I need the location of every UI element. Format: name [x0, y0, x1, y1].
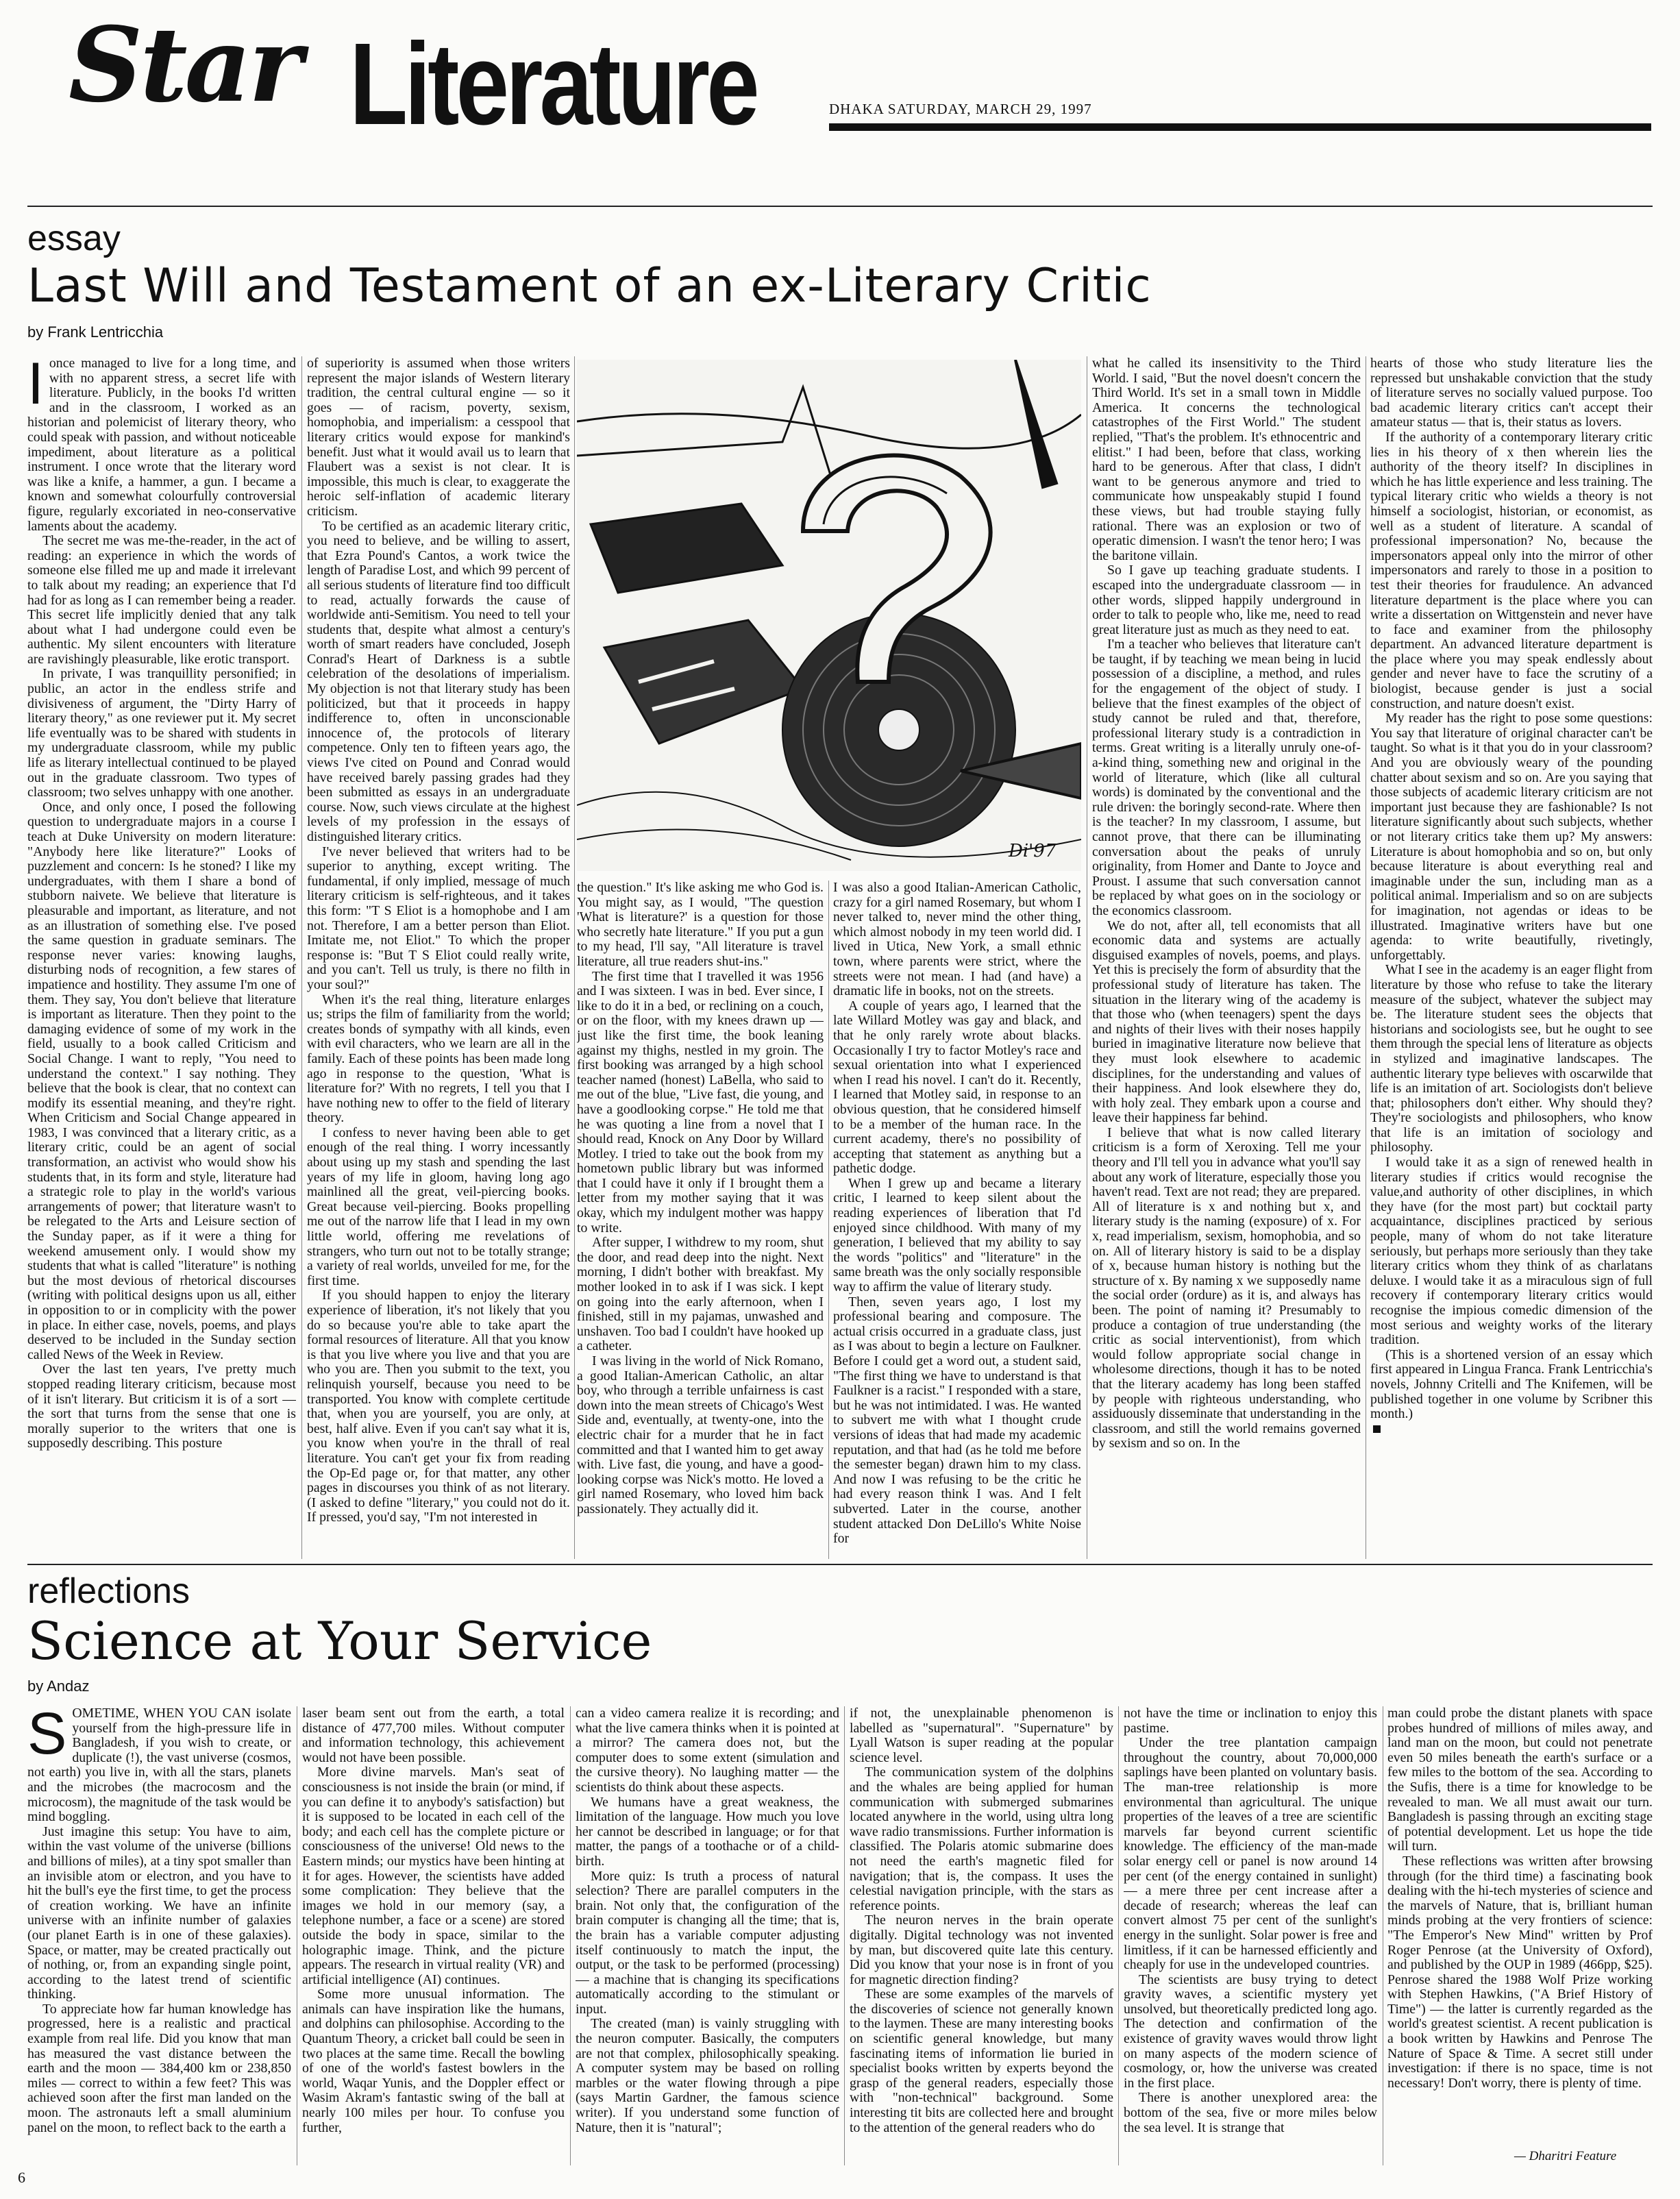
paragraph: To be certified as an academic literary critic, you need to believe, and be willing to assert, that Ezra Pound's Cantos, a work twice the length of Paradise Lost, and which 99 percent of all serious students of literature find too difficult to read, actually forwards the cause of worldwide anti-Semitism. You need to tell your students that, despite what almost a century's worth of smart readers have concluded, Joseph Conrad's Heart of Darkness is a subtle celebration of the desolations of imperialism. My objection is not that literary study has been politicized, but that it proceeds in happy indifference to, often in unconscionable innocence of, the protocols of literary competence. Only ten to fifteen years ago, the views I've cited on Pound and Conrad would have received barely passing grades had they been submitted as essays in an undergraduate course. Now, such views circulate at the highest levels of my profession in the essays of distinguished literary critics.: [307, 518, 570, 844]
essay-col-6-body: [1370, 356, 1653, 1422]
column-rule: [570, 1706, 571, 2165]
reflections-column-1: [27, 1706, 291, 2165]
paragraph: hearts of those who study literature lies the repressed but unshakable conviction that the study of literature serves no socially valued purpose. Too bad academic literary critics can't accept their amateur status — that is, their status as lovers.: [1370, 356, 1653, 430]
paragraph: Then, seven years ago, I lost my professional bearing and composure. The actual crisis occurred in a graduate class, just as I was about to begin a lecture on Faulkner. Before I could get a word out, a student said, "The first thing we have to understand is that Faulkner is a racist." I responded with a stare, but he was not intimidated. I was. He wanted to subvert me with what I thought crude versions of ideas that had made my academic reputation, and that had (as he told me before the semester began) drawn him to my class. And now I was refusing to be the critic he had every reason think I was. And I felt subverted. Later in the course, another student attacked Don DeLillo's White Noise for: [833, 1294, 1081, 1547]
paragraph: The first time that I travelled it was 1956 and I was sixteen. I was in bed. Ever since, I like to do it in a bed, or reclining on a couch, or on the floor, with my knees drawn up — just like the first time, the book leaning against my thighs, nestled in my groin. The first booking was arranged by a high school teacher named (honest) LaBella, who said to me out of the blue, "Live fast, die young, and have a goodlooking corpse." He told me that he was quoting a line from a novel that I should read, Knock on Any Door by Willard Motley. I tried to take out the book from my hometown public library but was informed that I could have it only if I brought them a letter from my mother saying that it was okay, which my indulgent mother was happy to write.: [577, 968, 824, 1236]
paragraph: The scientists are busy trying to detect gravity waves, a scientific mystery yet unsolved, but theoretically predicted long ago. The detection and confirmation of the existence of gravity waves would throw light on many aspects of the modern science of cosmology, or, how the universe was created in the first place.: [1124, 1971, 1377, 2091]
paragraph: What I see in the academy is an eager flight from literature by those who refuse to take the literary measure of the subject, whatever the subject may be. The literature student sees the objects that historians and sociologists see, but he ought to see them through the special lens of literature as objects in stylized and imaginative landscapes. The authentic literary type believes with oscarwilde that life is an imitation of art. Sociologists don't believe that; philosophers don't either. Why should they? They're sociologists and philosophers, who know that life is an imitation of sociology and philosophy.: [1370, 962, 1653, 1155]
paragraph: not have the time or inclination to enjoy this pastime.: [1124, 1706, 1377, 1736]
essay-column-3: [577, 881, 824, 1559]
paragraph: If you should happen to enjoy the literary experience of liberation, it's not likely that you do so because you're able to take apart the formal resources of literature. All that you know is that you live where you live and that you are who you are. Then you submit to the text, you relinquish yourself, because you need to be transported. You know with complete certitude that, when you are yourself, you are only, at best, half alive. Even if you can't say what it is, you know when you're in the thrall of real literature. You can't get your fix from reading the Op-Ed page or, for that matter, any other pages in discourses you think of as not literary. (I asked to define "literary," you could not do it. If pressed, you'd say, "I'm not interested in: [307, 1288, 570, 1525]
paragraph: Just imagine this setup: You have to aim, within the vast volume of the universe (billions and billions of miles), at a tiny spot smaller than an invisible atom or electron, and you have to hit the bull's eye the first time, to get the process of creation working. We have an infinite universe with an infinite number of galaxies (our planet Earth is in one of these galaxies). Space, or matter, may be created practically out of nothing, or, from an expanding single point, according to the latest trend of scientific thinking.: [27, 1823, 291, 2002]
column-rule: [301, 356, 302, 1559]
paragraph: So I gave up teaching graduate students. I escaped into the undergraduate classroom — in other words, slipped happily underground in order to talk to people who, like me, need to read great literature just as much as they need to eat.: [1092, 563, 1361, 637]
reflections-byline: by Andaz: [27, 1678, 90, 1695]
reflections-column-5: [1124, 1706, 1377, 2165]
essay-column-4: [833, 881, 1081, 1559]
paragraph: I believe that what is now called literary criticism is a form of Xeroxing. Tell me your theory and I'll tell you in advance what you'll say about any work of literature, especially those you haven't read. Text are not read; they are prepared. All of literature is x and nothing but x, and literary study is the naming (exposure) of x. For x, read imperialism, sexism, homophobia, and so on. All of literary history is said to be a display of x, because human history is nothing but the structure of x. By naming x we supposedly name the social order (ordure) as it is, and always has been. The point of naming it? Presumably to produce a contagion of true understanding (the critic as social interventionist), from which would follow appropriate social change in wholesome directions, though it has to be noted that the literary academy has long been staffed by people with righteous understanding, who assiduously disseminate that understanding in the classroom, and still the world remains governed by sexism and so on. In the: [1092, 1125, 1361, 1451]
paragraph: More quiz: Is truth a process of natural selection? There are parallel computers in the brain. Not only that, the configuration of the brain computer is changing all the time; that is, the brain has a variable computer adjusting itself continuously to match the input, the output, or the task to be performed (processing) — a machine that is changing its specifications automatically according to the stimulant or input.: [576, 1868, 839, 2017]
paragraph: if not, the unexplainable phenomenon is labelled as "supernatural". "Supernature" by Lyall Watson is super reading at the popular science level.: [850, 1706, 1113, 1765]
reflections-kicker: reflections: [27, 1571, 190, 1611]
end-mark: [1373, 1425, 1381, 1433]
paragraph: I was also a good Italian-American Catholic, crazy for a girl named Rosemary, but whom I never talked to, never mind the other thing, which almost nobody in my teen world did. I lived in Utica, New York, a small ethnic town, where parents were strict, where the streets were not mean. I had (and have) a dramatic life in books, not on the streets.: [833, 881, 1081, 999]
column-rule: [828, 881, 829, 1559]
page-number: 6: [18, 2169, 25, 2186]
reflections-column-2: [302, 1706, 565, 2165]
essay-col-1-body: [27, 356, 296, 1451]
paragraph: the question." It's like asking me who God is. You might say, as I would, "The question 'What is literature?' is a question for those who secretly hate literature." If you put a gun to my head, I'll say, "All literature is travel literature, all true readers shut-ins.": [577, 881, 824, 969]
paragraph: We do not, after all, tell economists that all economic data and systems are actually disguised examples of novels, poems, and plays. Yet this is precisely the form of absurdity that the professional study of literature has taken. The situation in the literary wing of the academy is that those who (when teenagers) spent the days and nights of their lives with their noses happily buried in imaginative literature now believe that they must look elsewhere to academic disciplines, for the understanding and values of their happiness. And look elsewhere they do, with holy zeal. They embark upon a course and leave their happiness far behind.: [1092, 918, 1361, 1126]
section-title: Literature: [349, 19, 756, 149]
question-mark-illustration: [577, 360, 1081, 871]
paragraph: After supper, I withdrew to my room, shut the door, and read deep into the night. Next morning, I didn't bother with breakfast. My mother looked in to ask if I was sick. I kept on going into the early afternoon, when I finished, still in my pajamas, unwashed and unshaven. Too bad I couldn't have hooked up a catheter.: [577, 1235, 824, 1354]
masthead-rule: [829, 123, 1651, 131]
paragraph: I've never believed that writers had to be superior to anything, except writing. The fundamental, if only implied, message of much literary criticism is self-righteous, and it takes this form: "T S Eliot is a homophobe and I am not. Therefore, I am a better person than Eliot. Imitate me, not Eliot." To which the proper response is: "But T S Eliot could really write, and you can't. Tell us truly, is there no filth in your soul?": [307, 844, 570, 992]
feature-signature: — Dharitri Feature: [1514, 2149, 1617, 2163]
paragraph: I would take it as a sign of renewed health in literary studies if critics would recognise the value,and authority of other disciplines, in which they have (for the most part) but cocktail party acquaintance, disciplines practiced by serious people, many of whom do not take literature seriously, but perhaps more seriously than they take literary critics whom they think of as charlatans deluxe. I would take it as a miraculous sign of full recovery if contemporary literary critics would recognise the impious comedic dimension of the most serious and weighty works of the literary tradition.: [1370, 1155, 1653, 1348]
paragraph: The neuron nerves in the brain operate digitally. Digital technology was not invented by man, but discovered quite late this century. Did you know that your nose is in front of you for magnetic direction finding?: [850, 1913, 1113, 1987]
paragraph: We humans have a great weakness, the limitation of the language. How much you love her cannot be described in language; or for that matter, the pangs of a toothache or of a child-birth.: [576, 1794, 839, 1869]
paragraph: In private, I was tranquillity personified; in public, an actor in the endless strife and divisiveness of argument, the "Dirty Harry of literary theory," as one reviewer put it. My secret life eventually was to be shared with students in my undergraduate classroom, while my public life as literary intellectual continued to be played out in the graduate classroom. Two types of classroom; two selves unhappy with one another.: [27, 666, 296, 800]
paragraph: what he called its insensitivity to the Third World. I said, "But the novel doesn't concern the Third World. It's set in a small town in Middle America. It concerns the technological catastrophes of the First World." The student replied, "That's the problem. It's ethnocentric and elitist." I had been, before that class, working hard to be generous. After that class, I didn't want to be generous anymore and tried to communicate how unspeakably stupid I found these views, but had trouble staying fully rational. There was an explosion or two of operatic dimension. I wasn't the tenor hero; I was the baritone villain.: [1092, 356, 1361, 563]
reflections-column-6: [1387, 1706, 1653, 2145]
paragraph: Under the tree plantation campaign throughout the country, about 70,000,000 saplings have been planted on voluntary basis. The man-tree relationship is more environmental than agricultural. The unique properties of the leaves of a tree are scientific marvels far beyond current scientific knowledge. The efficiency of the man-made solar energy cell or panel is now around 14 per cent (of the energy contained in sunlight) — a mere three per cent increase after a decade of research; whereas the leaf can convert almost 75 per cent of the sunlight's energy in the sunlight. Solar power is free and limitless, if it can be harnessed efficiently and cheaply for use in the undeveloped countries.: [1124, 1735, 1377, 1973]
record-disc: [782, 613, 1015, 846]
paragraph: I was living in the world of Nick Romano, a good Italian-American Catholic, an altar boy, who through a terrible unfairness is cast down into the mean streets of Chicago's West Side and, eventually, at twenty-one, into the electric chair for a murder that he in fact committed and that I wanted him to get away with. Live fast, die young, and have a good-looking corpse was Nick's motto. He loved a girl named Rosemary, who loved him back passionately. They actually did it.: [577, 1353, 824, 1516]
paragraph: When I grew up and became a literary critic, I learned to keep silent about the reading experiences of liberation that I'd enjoyed since childhood. With many of my generation, I believed that my ability to say the words "politics" and "literature" in the same breath was the only socially responsible way to affirm the value of literary study.: [833, 1175, 1081, 1295]
paragraph: These reflections was written after browsing through (for the third time) a fascinating book dealing with the hi-tech mysteries of science and the marvels of Nature, that is, brilliant human minds probing at the very frontiers of science: "The Emperor's New Mind" written by Prof Roger Penrose (at the University of Oxford), and published by the OUP in 1989 (466pp, $25). Penrose shared the 1988 Wolf Prize working with Stephen Hawkins, ("A Brief History of Time") — the latter is currently regarded as the world's greatest scientist. A recent publication is a book written by Hawkins and Penrose The Nature of Space & Time. A secret still under investigation: if there is no space, time is not necessary! Don't worry, there is plenty of time.: [1387, 1853, 1653, 2091]
paragraph: If the authority of a contemporary literary critic lies in his theory of x then wherein lies the authority of the theory itself? In disciplines in which he has little experience and less training. The typical literary critic who wields a theory is not himself a sociologist, historian, or economist, as well as a student of literature. A scandal of professional impersonation? No, because the impersonators appeal only into the mirror of other impersonators and rarely to those in a position to test their theories for fraudulence. An advanced literature department is the place where you can write a dissertation on Wittgenstein and never have to face and examiner from the philosophy department. An advanced literature department is the place where you may speak endlessly about gender and never have to face the scrutiny of a biologist, because gender is just a social construction, and nature doesn't exist.: [1370, 429, 1653, 711]
paragraph: The created (man) is vainly struggling with the neuron computer. Basically, the computers are not that complex, philosophically speaking. A computer system may be based on rolling marbles or the water flowing through a pipe (says Martin Gardner, the famous science writer). If you understand some function of Nature, then it is "natural";: [576, 2016, 839, 2135]
paragraph: These are some examples of the marvels of the discoveries of science not generally known to the laymen. These are many interesting books on scientific general knowledge, but many fascinating items of information lie buried in specialist books written by experts beyond the grasp of the general readers, especially those with "non-technical" background. Some interesting tit bits are collected here and brought to the attention of the general readers who do: [850, 1987, 1113, 2135]
column-rule: [574, 356, 575, 1559]
paragraph: once managed to live for a long time, and with no apparent stress, a secret life with literature. Publicly, in the books I'd written and in the classroom, I worked as an historian and polemicist of literary theory, who could speak with passion, and without noticeable impediment, about literature as a political instrument. I once wrote that the literary word was like a knife, a hammer, a gun. I became a known and somewhat colourfully controversial figure, regularly excoriated in neo-conservative laments about the academy.: [27, 356, 296, 534]
essay-column-1: [27, 356, 296, 1559]
paragraph: The secret me was me-the-reader, in the act of reading: an experience in which the words of someone else filled me up and made it irrelevant to talk about my reading; an experience that I'd had for as long as I can remember being a reader. This secret life implicitly denied that any talk about what I had undergone could even be authentic. My silent encounters with literature are ravishingly pleasurable, like erotic transport.: [27, 533, 296, 667]
paragraph: can a video camera realize it is recording; and what the live camera thinks when it is pointed at a mirror? The camera does not, but the computer does to some extent (simulation and the cursive theory). No laughing matter — the scientists do think about these aspects.: [576, 1706, 839, 1795]
paragraph: laser beam sent out from the earth, a total distance of 477,700 miles. Without computer and information technology, this achievement would not have been possible.: [302, 1706, 565, 1765]
paragraph: (This is a shortened version of an essay which first appeared in Lingua Franca. Frank Lentricchia's novels, Johnny Critelli and The Knifemen, will be published together in one volume by Scribner this month.): [1370, 1347, 1653, 1422]
paragraph: To appreciate how far human knowledge has progressed, here is a realistic and practical example from real life. Did you know that man has measured the vast distance between the earth and the moon — 384,400 km or 238,850 miles — correct to within a few feet? This was achieved soon after the first man landed on the moon. The astronauts left a small aluminium panel on the moon, to reflect back to the earth a: [27, 2001, 291, 2135]
paragraph: I'm a teacher who believes that literature can't be taught, if by teaching we mean being in lucid possession of a discipline, a method, and rules for the engagement of the object of study. I believe that the finest examples of the object of study cannot be ruled and that, therefore, professional literary study is a contradiction in terms. Great writing is a literally unruly one-of-a-kind thing, something new and original in the world of literature, which (like all cultural words) is dominated by the conventional and the rule driven: the boringly second-rate. Where then is the teacher? In my classroom, I assume, but cannot prove, that there can be illuminating conversation about the peaks of unruly originality, from Homer and Dante to Joyce and Proust. I assume that such conversation cannot be replaced by what goes on in the sociology or the economics classroom.: [1092, 637, 1361, 918]
paragraph: My reader has the right to pose some questions: You say that literature of original character can't be taught. So what is it that you do in your classroom? And you are obviously weary of the pounding chatter about sexism and so on. Are you saying that those subjects of academic literary criticism are not important just because they are fashionable? Is not literature significantly about such subjects, whether or not literary critics take them up? My answers: Literature is about homophobia and so on, but only because literature is about everything real and imaginable under the sun, including man as a political animal. Imperialism and so on are subjects for imagination, not agendas or ideas to be illustrated. Imaginative writers have but one agenda: to write beautifully, rivetingly, unforgettably.: [1370, 711, 1653, 963]
paragraph: More divine marvels. Man's seat of consciousness is not inside the brain (or mind, if you can define it to anybody's satisfaction) but it is supposed to be located in each cell of the body; and each cell has the complete picture or consciousness of the universe! Old news to the Eastern minds; our mystics have been hinting at it for ages. However, the scientists have added some complication: They believe that the images we hold in our memory (say, a telephone number, a face or a scene) are stored outside the body in space, similar to the holographic image. Think, and the picture appears. The research in virtual reality (VR) and artificial intelligence (AI) continues.: [302, 1765, 565, 1987]
reflections-headline: Science at Your Service: [27, 1610, 652, 1671]
illustration-signature: Di'97: [1009, 841, 1057, 861]
paragraph: OMETIME, WHEN YOU CAN isolate yourself from the high-pressure life in Bangladesh, if you wish to create, or duplicate (!), the vast universe (cosmos, not earth) you live in, with all the stars, planets and the microbes (the macrocosm and the microcosm), the magnitude of the task would be mind boggling.: [27, 1706, 291, 1825]
essay-column-2: [307, 356, 570, 1559]
column-rule: [1118, 1706, 1119, 2165]
essay-dropcap: I: [27, 356, 44, 417]
column-rule: [844, 1706, 845, 2165]
paragraph: When it's the real thing, literature enlarges us; strips the film of familiarity from the world; creates bonds of sympathy with all kinds, even with evil characters, who we learn are all in the family. Each of these points has been made long ago in response to the question, 'What is literature for?' With no regrets, I tell you that I have nothing new to offer to the field of literary theory.: [307, 992, 570, 1126]
paragraph: The communication system of the dolphins and the whales are being applied for human communication with submerged submarines located anywhere in the world, using ultra long wave radio transmissions. Further information is classified. The Polaris atomic submarine does not need the earth's magnetic filed for navigation; that is, the compass. It uses the celestial navigation principle, with the stars as reference points.: [850, 1765, 1113, 1913]
reflections-dropcap: S: [27, 1706, 67, 1767]
top-divider: [27, 206, 1653, 207]
section-divider: [27, 1564, 1653, 1565]
reflections-col-1-body: [27, 1706, 291, 2135]
reflections-column-4: [850, 1706, 1113, 2165]
reflections-column-3: [576, 1706, 839, 2165]
paragraph: I confess to never having been able to get enough of the real thing. I worry incessantly about using up my stash and spending the last years of my life in gloom, having long ago mainlined all the great, veil-piercing books. Great because veil-piercing. Books propelling me out of the narrow life that I lead in my own little world, offering me revelations of strangers, who turn out not to be totally strange; a variety of real worlds, unveiled for me, for the first time.: [307, 1125, 570, 1288]
paragraph: A couple of years ago, I learned that the late Willard Motley was gay and black, and that he only rarely wrote about blacks. Occasionally I try to factor Motley's race and sexual orientation into what I experienced when I read his novel. I can't do it. Recently, I learned that Motley said, in response to an obvious question, that he considered himself to be a member of the human race. In the current academy, there's no possibility of accepting that statement as anything but a pathetic dodge.: [833, 998, 1081, 1177]
essay-kicker: essay: [27, 219, 121, 258]
essay-column-5: [1092, 356, 1361, 1559]
paragraph: Once, and only once, I posed the following question to undergraduate majors in a course I teach at Duke University on modern literature: "Anybody here like literature?" Looks of puzzlement and concern: Is he stoned? I like my undergraduates, with them I share a bond of stubborn naivete. We believe that literature is pleasurable and important, as literature, and not as an illustration of something else. I've posed the same question in graduate seminars. The response never varies: knowing laughs, disturbing nods of recognition, a few stares of impatience and hostility. They assume I'm one of them. They say, You don't believe that literature is important as literature. Then they point to the damaging evidence of some of my work in the field, usually to a book called Criticism and Social Change. I want to reply, "You need to understand the context." I say nothing. They believe that the book is clear, that no context can modify its essential meaning, and they're right. When Criticism and Social Change appeared in 1983, I was convinced that a literary critic, as a literary critic, could be an agent of social transformation, an activist who would show his students that, in its form and style, literature had a strategic role to play in the world's various arrangements of power; that literature wasn't to be relegated to the Arts and Leisure section of the Sunday paper, as if it were a thing for weekend amusement only. I would show my students that what is called "literature" is nothing but the most devious of rhetorical discourses (writing with political designs upon us all, either in opposition to or in complicity with the power in place. In either case, novels, poems, and plays deserved to be included in the Sunday section called News of the Week in Review.: [27, 799, 296, 1362]
paragraph: of superiority is assumed when those writers represent the major islands of Western literary tradition, the central cultural engine — so it goes — of racism, poverty, sexism, homophobia, and imperialism: a cesspool that literary critics would expose for mankind's benefit. Just what it would avail us to learn that Flaubert was a sexist is not clear. It is impossible, this much is clear, to exaggerate the heroic self-inflation of academic literary criticism.: [307, 356, 570, 519]
dateline: DHAKA SATURDAY, MARCH 29, 1997: [829, 101, 1092, 117]
masthead-logo: Star: [69, 5, 300, 125]
paragraph: Some more unusual information. The animals can have inspiration like the humans, and dolphins can philosophise. According to the Quantum Theory, a cricket ball could be seen in two places at the same time. Recall the bowling of one of the world's fastest bowlers in the world, Waqar Yunis, and the Doppler effect or Wasim Akram's fantastic swing of the ball at nearly 100 miles per hour. To confuse you further,: [302, 1987, 565, 2135]
paragraph: man could probe the distant planets with space probes hundred of millions of miles away, and land man on the moon, but could not penetrate even 50 miles beneath the earth's surface or a few miles to the bottom of the sea. According to the Sufis, there is a time for knowledge to be revealed to man. We all must await our turn. Bangladesh is passing through an exciting stage of potential development. Let us hope the tide will turn.: [1387, 1706, 1653, 1854]
paragraph: There is another unexplored area: the bottom of the sea, five or more miles below the sea level. It is strange that: [1124, 2090, 1377, 2135]
essay-column-6: [1370, 356, 1653, 1559]
paragraph: Over the last ten years, I've pretty much stopped reading literary criticism, because most of it isn't literary. But criticism it is of a sort — the sort that turns from the sense that one is morally superior to the writers that one is supposedly describing. This posture: [27, 1362, 296, 1451]
essay-byline: by Frank Lentricchia: [27, 323, 164, 341]
essay-headline: Last Will and Testament of an ex-Literary Critic: [27, 259, 1152, 313]
